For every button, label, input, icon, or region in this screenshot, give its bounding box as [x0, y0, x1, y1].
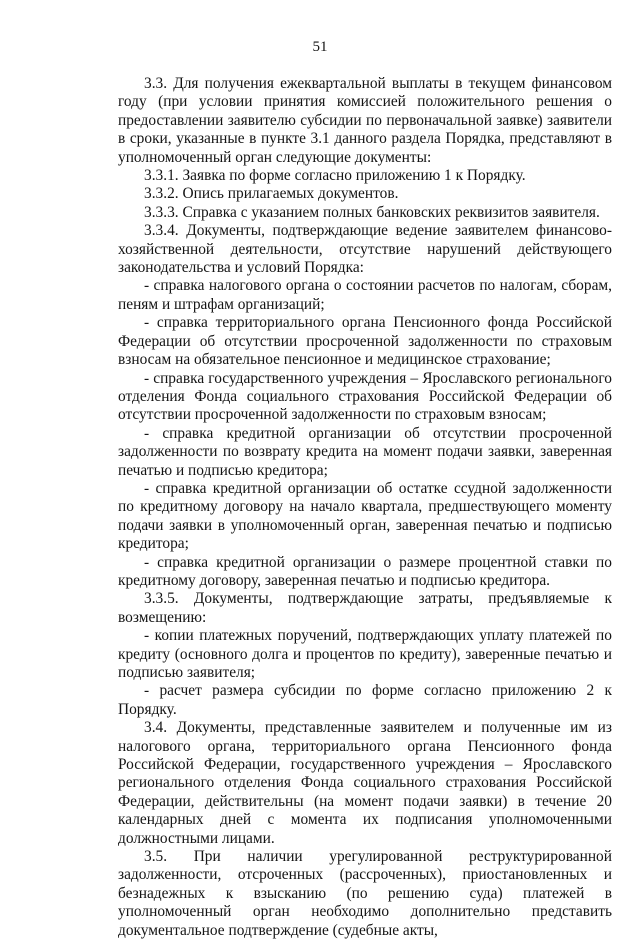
list-item-social-insurance-certificate: - справка государственного учреждения – Ярославского регионального отделения Фонда социального страхования Российской Федерации об отсутствии просроченной задолженности по страховым взносам;: [118, 369, 612, 424]
list-item-subsidy-calculation: - расчет размера субсидии по форме согласно приложению 2 к Порядку.: [118, 682, 612, 718]
list-item-interest-rate-certificate: - справка кредитной организации о размере процентной ставки по кредитному договору, заверенная печатью и подписью кредитора.: [118, 553, 612, 589]
paragraph-3-3-3: 3.3.3. Справка с указанием полных банковских реквизитов заявителя.: [144, 203, 600, 221]
paragraph-3-5: 3.5. При наличии урегулированной реструктурированной задолженности, отсроченных (рассроченных), приостановленных и безнадежных к взысканию (по решению суда) платежей в уполномоченный орган необходимо дополнительно представить документальное подтверждение (судебные акты,: [118, 848, 612, 939]
paragraph-3-4: 3.4. Документы, представленные заявителем и полученные им из налогового органа, территориального органа Пенсионного фонда Российской Федерации, государственного учреждения – Ярославского регионального отделения Фонда социального страхования Российской Федерации, действительны (на момент подачи заявки) в течение 20 календарных дней с момента их подписания уполномоченными должностными лицами.: [118, 719, 612, 847]
list-item-loan-balance-certificate: - справка кредитной организации об остатке ссудной задолженности по кредитному договору на начало квартала, предшествующего моменту подачи заявки в уполномоченный орган, заверенная печатью и подписью кредитора;: [118, 479, 612, 553]
paragraph-3-3-2: 3.3.2. Опись прилагаемых документов.: [144, 185, 399, 203]
document-body: [118, 75, 612, 940]
paragraph-3-3-5: 3.3.5. Документы, подтверждающие затраты, предъявляемые к возмещению:: [118, 590, 612, 626]
list-item-payment-orders: - копии платежных поручений, подтверждающих уплату платежей по кредиту (основного долга и процентов по кредиту), заверенные печатью и подписью заявителя;: [118, 627, 612, 681]
paragraph-3-3: 3.3. Для получения ежеквартальной выплаты в текущем финансовом году (при условии принятия комиссией положительного решения о предоставлении заявителю субсидии по первоначальной заявке) заявители в сроки, указанные в пункте 3.1 данного раздела Порядка, представляют в уполномоченный орган следующие документы:: [118, 75, 612, 166]
list-item-pension-fund-certificate: - справка территориального органа Пенсионного фонда Российской Федерации об отсутствии просроченной задолженности по страховым взносам на обязательное пенсионное и медицинское страхование;: [118, 314, 612, 369]
page-number: 51: [312, 39, 328, 55]
paragraph-3-3-4: 3.3.4. Документы, подтверждающие ведение заявителем финансово-хозяйственной деятельности, отсутствие нарушений действующего законодательства и условий Порядка:: [118, 222, 612, 277]
paragraph-3-3-1: 3.3.1. Заявка по форме согласно приложению 1 к Порядку.: [144, 167, 526, 185]
list-item-tax-certificate: - справка налогового органа о состоянии расчетов по налогам, сборам, пеням и штрафам организаций;: [118, 277, 612, 313]
list-item-overdue-debt-certificate: - справка кредитной организации об отсутствии просроченной задолженности по возврату кредита на момент подачи заявки, заверенная печатью и подписью кредитора;: [118, 424, 612, 479]
